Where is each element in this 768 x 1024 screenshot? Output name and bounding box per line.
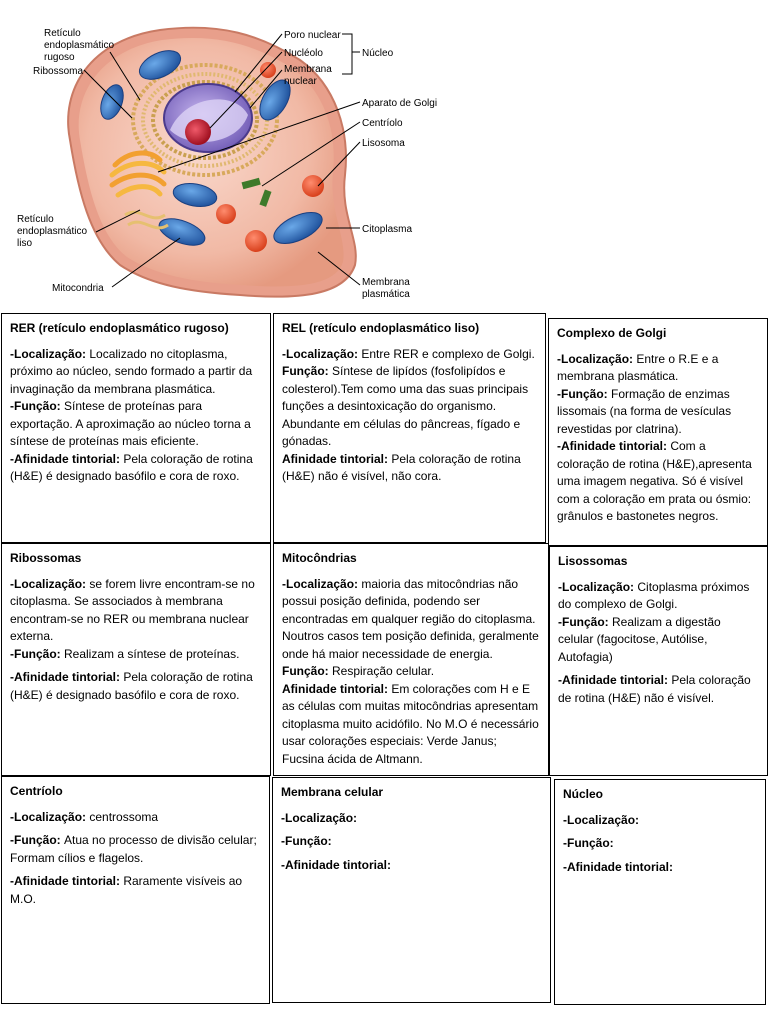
card-title: Mitocôndrias [282,551,357,565]
card-paragraph [558,672,759,707]
field-label: -Localização: [282,346,362,361]
field-label: -Função: [10,833,64,847]
label-membrana-nuclear: Membrana nuclear [284,64,332,87]
card-rel [273,313,546,543]
card-paragraph [10,669,262,704]
card-title: Complexo de Golgi [557,326,667,340]
card-paragraph [282,346,537,486]
field-label: Função: [282,664,332,678]
field-label: -Afinidade tintorial: [563,859,673,874]
card-paragraph [282,576,540,769]
label-ribossoma: Ribossoma [33,66,84,77]
card-paragraph [557,351,759,526]
card-rer [1,313,271,543]
card-golgi [548,318,768,546]
field-value: Em colorações com H e E as células com muitas mitocôndrias apresentam citoplasma muito acidófilo. No M.O é necessário usar colorações especiais: Verde Janus; Fucsina ácida de Altmann. [282,681,539,766]
field-label: -Função: [557,386,611,401]
field-label: -Função: [281,834,332,848]
field-label: -Localização: [558,579,638,594]
field-label: -Localização: [10,346,90,361]
field-label: -Função: [10,646,64,661]
label-golgi: Aparato de Golgi [362,98,438,109]
field-label: -Função: [563,836,614,850]
card-paragraph [10,346,262,486]
card-paragraph [563,859,757,877]
card-paragraph [281,857,542,875]
field-value: centrossoma [89,809,159,824]
card-title: Centríolo [10,784,63,798]
field-value: Pela coloração de rotina (H&E) não é visível. [558,673,751,705]
field-value: maioria das mitocôndrias não possui posição definida, podendo ser encontradas em qualquer região do citoplasma. Noutros casos tem posição definida, geralmente onde há maior necessidade de energia. [282,576,539,661]
card-paragraph [558,579,759,667]
field-value: Pela coloração de rotina (H&E) é designado basófilo e cora de roxo. [10,670,253,702]
field-value: Entre o R.E e a membrana plasmática. [557,351,719,383]
field-label: Função: [282,364,332,378]
field-value: Realizam a digestão celular (fagocitose, Autólise, Autofagia) [558,614,721,664]
field-value: Pela coloração de rotina (H&E) é designado basófilo e cora de roxo. [10,451,253,483]
field-value: Entre RER e complexo de Golgi. [361,346,535,361]
field-value: Síntese de proteínas para exportação. A aproximação ao núcleo torna a síntese de proteínas mais eficiente. [10,399,251,448]
card-paragraph [10,832,261,867]
card-ribossomas [1,543,271,776]
field-label: -Localização: [10,809,90,824]
card-title: RER (retículo endoplasmático rugoso) [10,321,229,335]
card-title: Núcleo [563,787,604,801]
card-paragraph [10,873,261,908]
field-label: -Afinidade tintorial: [10,451,124,466]
label-rer: Retículo endoplasmático rugoso [44,28,115,63]
card-paragraph [281,833,542,851]
card-title: Ribossomas [10,551,82,565]
card-paragraph [10,576,262,664]
field-label: -Localização: [563,812,640,827]
field-label: -Afinidade tintorial: [281,857,391,872]
field-value: Pela coloração de rotina (H&E) não é visível, não cora. [282,451,521,483]
field-value: Com a coloração de rotina (H&E),apresenta uma imagem negativa. Só é visível com a coloração em prata ou ósmio: grânulos e bastonetes negros. [557,439,752,523]
field-label: -Afinidade tintorial: [10,874,124,888]
field-value: se forem livre encontram-se no citoplasma. Se associados à membrana encontram-se no RER ou membrana nuclear externa. [10,576,255,643]
card-paragraph [281,810,542,828]
card-paragraph [563,812,757,830]
label-poro-nuclear: Poro nuclear [284,30,341,41]
card-paragraph [10,809,261,827]
field-value: Formação de enzimas lissomais (na forma de vesículas revestidas por clatrina). [557,386,732,436]
card-title: Lisossomas [558,554,628,568]
label-nucleolo: Nucléolo [284,48,323,59]
field-label: -Função: [558,614,612,629]
card-membrana-celular [272,777,551,1003]
field-value: Respiração celular. [332,664,435,678]
field-label: -Localização: [281,810,358,825]
label-nucleo: Núcleo [362,48,394,59]
field-label: -Localização: [557,351,637,366]
cell-diagram [0,0,768,310]
card-nucleo [554,779,766,1005]
label-mitocondria: Mitocondria [52,283,104,294]
card-mitocondrias [273,543,549,776]
card-lisossomas [549,546,768,776]
card-paragraph [563,835,757,853]
field-value: Realizam a síntese de proteínas. [64,646,240,661]
field-value: Atua no processo de divisão celular; Formam cílios e flagelos. [10,833,257,865]
card-centriolo [1,776,270,1004]
field-label: -Afinidade tintorial: [558,673,672,687]
label-citoplasma: Citoplasma [362,224,413,235]
label-rel: Retículo endoplasmático liso [17,214,88,249]
field-label: -Localização: [282,576,362,591]
field-label: -Afinidade tintorial: [10,670,124,684]
card-title: REL (retículo endoplasmático liso) [282,321,480,335]
field-label: -Afinidade tintorial: [557,439,671,453]
field-value: Citoplasma próximos do complexo de Golgi. [558,579,750,611]
field-label: -Função: [10,399,64,413]
field-value: Localizado no citoplasma, próximo ao núcleo, sendo formado a partir da invaginação da membrana plasmática. [10,346,253,396]
field-label: -Localização: [10,576,90,591]
field-label: Afinidade tintorial: [282,451,392,466]
label-centriolo: Centríolo [362,118,403,129]
nucleus-icon [164,84,252,152]
label-membrana-plasmatica: Membrana plasmática [362,277,410,300]
field-value: Síntese de lipídos (fosfolipídos e colesterol).Tem como uma das suas principais funções a desintoxicação do organismo. Abundante em células do pâncreas, fígado e gónadas. [282,364,529,448]
card-title: Membrana celular [281,785,384,799]
field-label: Afinidade tintorial: [282,681,392,696]
field-value: Raramente visíveis ao M.O. [10,874,243,906]
label-lisosoma: Lisosoma [362,138,405,149]
